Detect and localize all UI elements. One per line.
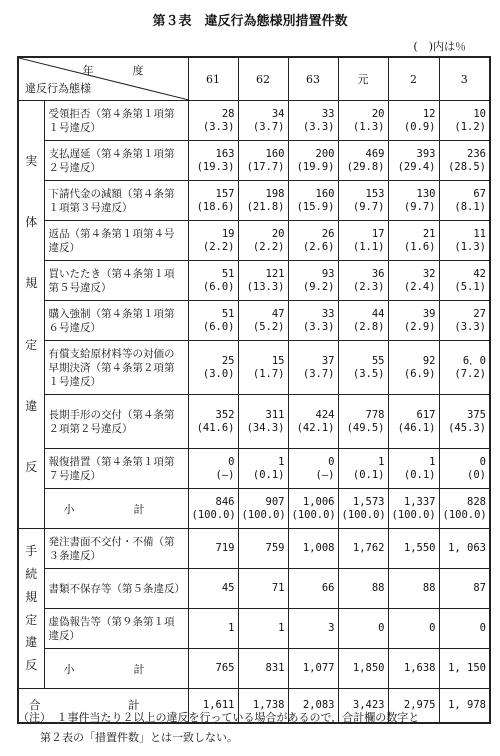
count-value: 1,850 [352,662,385,674]
count-value: 1 [378,455,385,468]
count-value: 1,573 [352,495,385,508]
value-cell [238,341,288,395]
count-value: 157 [215,187,235,200]
table-row [18,181,490,221]
count-value: 0 [378,622,385,634]
count-value: 12 [422,107,436,120]
value-cell [388,301,439,341]
violation-table [17,56,491,724]
percent-value: (1.6) [403,240,436,253]
table-row [18,569,490,609]
count-value: 1,008 [302,542,335,554]
count-value: 846 [215,495,235,508]
value-cell [188,261,238,301]
count-value: 0 [429,622,436,634]
value-cell [439,395,490,449]
percent-value: (1.1) [352,240,385,253]
value-cell [288,181,338,221]
footnote-line: 第２表の「措置件数」とは一致しない。 [40,731,238,744]
count-value: 198 [265,187,285,200]
value-cell [388,181,439,221]
percent-value: (0.1) [352,468,385,481]
count-value: 121 [265,267,285,280]
count-value: 0 [228,455,235,468]
count-value: 11 [473,227,486,240]
count-value: 759 [265,542,285,554]
count-value: 1, 978 [448,698,486,711]
violation-type: 書類不保存等（第５条違反） [44,569,188,609]
count-value: 6．0 [462,354,486,367]
category-label [18,529,44,689]
category-char: 定 [25,612,38,627]
value-cell [439,649,490,689]
value-cell [388,529,439,569]
count-value: 828 [467,495,486,508]
percent-value: (9.7) [403,200,436,213]
subtotal-row [18,489,490,529]
count-value: 93 [321,267,335,280]
value-cell [238,649,288,689]
total-label: 合 計 [18,689,188,723]
value-cell [238,449,288,489]
category-char: 反 [25,658,38,673]
unit-note: ( )内は％ [413,40,466,53]
count-value: 39 [422,307,436,320]
value-cell [288,395,338,449]
count-value: 907 [265,495,285,508]
violation-type: 長期手形の交付（第４条第２項第２号違反） [44,395,188,449]
table-row [18,261,490,301]
value-cell [388,141,439,181]
value-cell [338,141,388,181]
value-cell [439,449,490,489]
count-value: 45 [221,582,235,594]
count-value: 1, 063 [448,542,486,554]
category-char: 体 [25,215,38,230]
percent-value: (100.0) [241,508,286,521]
subtotal-row [18,649,490,689]
percent-value: (0) [467,468,486,481]
percent-value: (0.1) [403,468,436,481]
value-cell [338,395,388,449]
count-value: 33 [321,107,335,120]
table-row [18,101,490,141]
value-cell [188,489,238,529]
percent-value: (100.0) [191,508,236,521]
value-cell [288,609,338,649]
percent-value: (3.0) [202,367,235,380]
value-cell [188,449,238,489]
count-value: 1,006 [302,495,335,508]
count-value: 10 [473,107,486,120]
percent-value: (21.8) [246,200,285,213]
percent-value: (6.0) [202,280,235,293]
value-cell [439,101,490,141]
table-row [18,141,490,181]
percent-value: (46.1) [397,421,436,434]
count-value: 352 [215,408,235,421]
value-cell [238,569,288,609]
count-value: 87 [473,582,486,594]
value-cell [188,101,238,141]
value-cell [238,395,288,449]
value-cell [238,221,288,261]
count-value: 778 [365,408,385,421]
value-cell [188,301,238,341]
value-cell [238,301,288,341]
percent-value: (15.9) [296,200,335,213]
percent-value: (29.4) [397,160,436,173]
value-cell [388,395,439,449]
value-cell [388,341,439,395]
percent-value: (34.3) [246,421,285,434]
count-value: 424 [315,408,335,421]
value-cell [288,449,338,489]
violation-type: 下請代金の減額（第４条第１項第３号違反） [44,181,188,221]
category-char: 実 [25,154,38,169]
count-value: 92 [422,354,436,367]
count-value: 153 [365,187,385,200]
violation-type: 報復措置（第４条第１項第７号違反） [44,449,188,489]
count-value: 71 [271,582,285,594]
count-value: 163 [215,147,235,160]
count-value: 1 [429,455,436,468]
count-value: 20 [371,107,385,120]
count-value: 88 [422,582,436,594]
percent-value: (13.3) [246,280,285,293]
count-value: 67 [473,187,486,200]
count-value: 200 [315,147,335,160]
year-header: 2 [388,57,439,101]
count-value: 55 [371,354,385,367]
table-row [18,221,490,261]
value-cell [439,141,490,181]
footnote-line: （注） １事件当たり２以上の違反を行っている場合があるので，合計欄の数字と [18,711,420,724]
category-char: 手 [25,543,38,558]
count-value: 26 [321,227,335,240]
value-cell [188,529,238,569]
count-value: 19 [221,227,235,240]
value-cell [388,649,439,689]
percent-value: (0.9) [403,120,436,133]
percent-value: (9.2) [302,280,335,293]
count-value: 51 [221,267,235,280]
percent-value: (100.0) [442,508,487,521]
percent-value: (29.8) [346,160,385,173]
count-value: 33 [321,307,335,320]
percent-value: (—) [315,468,335,481]
value-cell [338,221,388,261]
category-char: 規 [25,276,38,291]
value-cell [238,529,288,569]
value-cell [439,221,490,261]
year-header-label: 年 度 [82,64,158,77]
percent-value: (1.3) [352,120,385,133]
value-cell [338,649,388,689]
count-value: 130 [416,187,436,200]
count-value: 1,762 [352,542,385,554]
count-value: 236 [467,147,486,160]
percent-value: (3.3) [202,120,235,133]
count-value: 0 [328,455,335,468]
value-cell [288,489,338,529]
value-cell [238,141,288,181]
table-row [18,341,490,395]
category-char: 規 [25,589,38,604]
count-value: 47 [271,307,285,320]
count-value: 160 [315,187,335,200]
value-cell [388,569,439,609]
subtotal-label: 小 計 [44,649,188,689]
value-cell [238,181,288,221]
percent-value: (2.3) [352,280,385,293]
percent-value: (8.1) [454,200,486,213]
value-cell [388,609,439,649]
count-value: 2,083 [302,698,335,711]
count-value: 393 [416,147,436,160]
count-value: 36 [371,267,385,280]
value-cell [338,341,388,395]
value-cell [288,301,338,341]
percent-value: (1.7) [252,367,285,380]
value-cell [188,221,238,261]
count-value: 617 [416,408,436,421]
count-value: 1,738 [252,698,285,711]
value-cell [439,609,490,649]
percent-value: (28.5) [448,160,486,173]
value-cell [338,181,388,221]
table-row [18,449,490,489]
value-cell [338,101,388,141]
value-cell [188,609,238,649]
table-row [18,301,490,341]
count-value: 1 [278,622,285,634]
percent-value: (6.0) [202,320,235,333]
value-cell [288,569,338,609]
violation-type: 支払遅延（第４条第１項第２号違反） [44,141,188,181]
value-cell [439,181,490,221]
violation-type: 受領拒否（第４条第１項第１号違反） [44,101,188,141]
value-cell [238,101,288,141]
count-value: 28 [221,107,235,120]
count-value: 311 [265,408,285,421]
percent-value: (3.7) [252,120,285,133]
percent-value: (5.2) [252,320,285,333]
percent-value: (1.3) [454,240,486,253]
value-cell [238,609,288,649]
value-cell [238,489,288,529]
percent-value: (3.5) [352,367,385,380]
value-cell [288,101,338,141]
percent-value: (42.1) [296,421,335,434]
category-char: 違 [25,635,38,650]
percent-value: (6.9) [403,367,436,380]
count-value: 469 [365,147,385,160]
year-header: 61 [188,57,238,101]
count-value: 32 [422,267,436,280]
year-header: 62 [238,57,288,101]
percent-value: (2.4) [403,280,436,293]
count-value: 44 [371,307,385,320]
percent-value: (3.7) [302,367,335,380]
count-value: 1 [228,622,235,634]
count-value: 1, 150 [448,662,486,674]
value-cell [439,261,490,301]
count-value: 1,638 [403,662,436,674]
count-value: 719 [215,542,235,554]
category-char: 違 [25,398,38,413]
violation-type: 返品（第４条第１項第４号違反） [44,221,188,261]
percent-value: (1.2) [454,120,486,133]
percent-value: (18.6) [196,200,235,213]
value-cell [338,449,388,489]
count-value: 1 [278,455,285,468]
percent-value: (45.3) [448,421,486,434]
count-value: 25 [221,354,235,367]
percent-value: (2.8) [352,320,385,333]
value-cell [238,261,288,301]
table-row [18,395,490,449]
count-value: 0 [479,622,486,634]
category-label [18,101,44,529]
count-value: 66 [321,582,335,594]
count-value: 375 [467,408,486,421]
value-cell [338,301,388,341]
header-row [18,57,490,101]
count-value: 1,077 [302,662,335,674]
violation-type: 発注書面不交付・不備（第３条違反） [44,529,188,569]
value-cell [388,261,439,301]
count-value: 51 [221,307,235,320]
percent-value: (19.9) [296,160,335,173]
category-char: 定 [25,337,38,352]
count-value: 160 [265,147,285,160]
count-value: 2,975 [403,698,436,711]
value-cell [288,141,338,181]
count-value: 1,611 [202,698,235,711]
percent-value: (0.1) [252,468,285,481]
percent-value: (17.7) [246,160,285,173]
violation-type: 買いたたき（第４条第１項第５号違反） [44,261,188,301]
value-cell [388,489,439,529]
value-cell [188,141,238,181]
value-cell [388,449,439,489]
category-char: 反 [25,459,38,474]
percent-value: (—) [215,468,235,481]
value-cell [288,529,338,569]
count-value: 88 [371,582,385,594]
type-header-label: 違反行為態様 [25,82,91,95]
value-cell [439,301,490,341]
percent-value: (5.1) [454,280,486,293]
value-cell [188,569,238,609]
year-header: 63 [288,57,338,101]
value-cell [439,569,490,609]
percent-value: (2.2) [202,240,235,253]
subtotal-label: 小 計 [44,489,188,529]
header-diagonal-cell [18,57,188,101]
count-value: 17 [371,227,385,240]
table-row [18,609,490,649]
table-title: 第３表 違反行為態様別措置件数 [152,14,348,29]
count-value: 831 [265,662,285,674]
value-cell [188,649,238,689]
value-cell [439,529,490,569]
percent-value: (41.6) [196,421,235,434]
year-header: 3 [439,57,490,101]
violation-type: 虚偽報告等（第９条第１項違反） [44,609,188,649]
count-value: 765 [215,662,235,674]
violation-type: 購入強制（第４条第１項第６号違反） [44,301,188,341]
value-cell [439,489,490,529]
percent-value: (7.2) [454,367,486,380]
table-row [18,529,490,569]
value-cell [288,261,338,301]
percent-value: (100.0) [341,508,386,521]
percent-value: (19.3) [196,160,235,173]
value-cell [288,341,338,395]
count-value: 1,550 [403,542,436,554]
category-char: 続 [25,566,38,581]
value-cell [388,221,439,261]
count-value: 20 [271,227,285,240]
value-cell [338,569,388,609]
percent-value: (49.5) [346,421,385,434]
percent-value: (3.3) [454,320,486,333]
value-cell [338,529,388,569]
count-value: 42 [473,267,486,280]
value-cell [188,181,238,221]
count-value: 0 [479,455,486,468]
value-cell [188,341,238,395]
count-value: 21 [422,227,436,240]
value-cell [388,101,439,141]
percent-value: (9.7) [352,200,385,213]
value-cell [338,609,388,649]
footnote [18,708,488,748]
count-value: 15 [271,354,285,367]
count-value: 3 [328,622,335,634]
percent-value: (100.0) [291,508,336,521]
value-cell [439,341,490,395]
value-cell [338,261,388,301]
value-cell [288,649,338,689]
percent-value: (2.6) [302,240,335,253]
percent-value: (2.9) [403,320,436,333]
count-value: 27 [473,307,486,320]
value-cell [188,395,238,449]
count-value: 1,337 [403,495,436,508]
percent-value: (100.0) [391,508,436,521]
percent-value: (3.3) [302,320,335,333]
value-cell [338,489,388,529]
violation-type: 有償支給原材料等の対価の早期決済（第４条第２項第１号違反） [44,341,188,395]
count-value: 34 [271,107,285,120]
percent-value: (3.3) [302,120,335,133]
count-value: 3,423 [352,698,385,711]
value-cell [288,221,338,261]
count-value: 37 [321,354,335,367]
year-header: 元 [338,57,388,101]
percent-value: (2.2) [252,240,285,253]
